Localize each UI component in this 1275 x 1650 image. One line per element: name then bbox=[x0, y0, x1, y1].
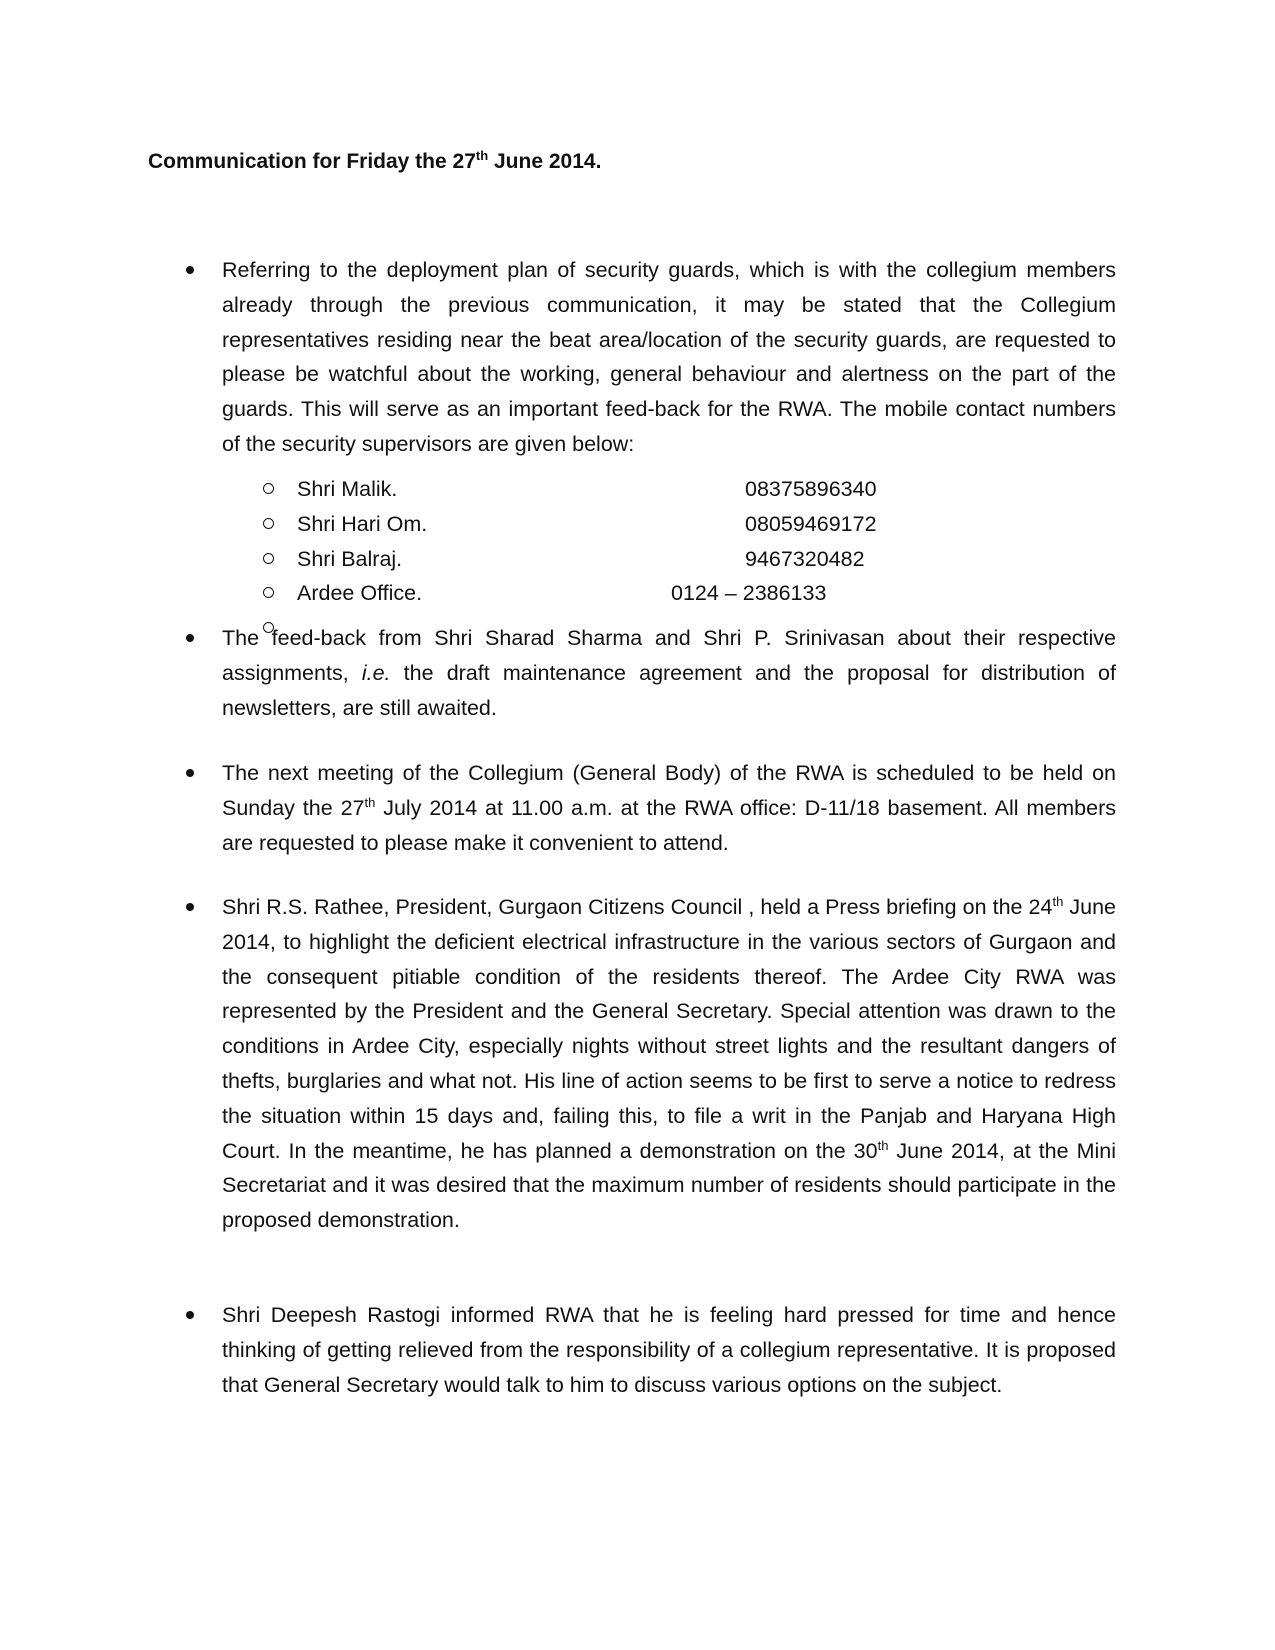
contact-name: Shri Balraj. bbox=[297, 546, 403, 571]
bullet-icon bbox=[186, 903, 194, 911]
bullet-press-briefing bbox=[186, 890, 1116, 1238]
bullet-next-meeting bbox=[186, 756, 1116, 860]
bullet-text: Referring to the deployment plan of security guards, which is with the collegium members already through the previous communication, it may be stated that the Collegium representatives residing near the beat area/location of the security guards, are requested to please be watchful about the working, general behaviour and alertness on the part of the guards. This will serve as an important feed-back for the RWA. The mobile contact numbers of the security supervisors are given below: bbox=[222, 258, 1116, 456]
contact-name: Shri Hari Om. bbox=[297, 511, 428, 536]
superscript: th bbox=[1052, 893, 1064, 909]
bullet-text: Shri Deepesh Rastogi informed RWA that he is feeling hard pressed for time and hence thinking of getting relieved from the responsibility of a collegium representative. It is proposed that General Secretary would talk to him to discuss various options on the subject. bbox=[222, 1303, 1116, 1397]
contact-name: Ardee Office. bbox=[297, 581, 423, 606]
bullet-text-part: June 2014, at the Mini Secretariat and it was desired that the maximum number of residents should participate in the proposed demonstration. bbox=[222, 1138, 1117, 1233]
contact-list bbox=[263, 472, 963, 646]
title-text: Communication for Friday the 27 bbox=[148, 150, 476, 173]
contact-phone: 08375896340 bbox=[745, 477, 877, 501]
bullet-text-part: June 2014, to highlight the deficient electrical infrastructure in the various sectors of Gurgaon and the consequent pitiable condition of the residents thereof. The Ardee City RWA was represented by the President and the General Secretary. Special attention was drawn to the conditions in Ardee City, especially nights without street lights and the resultant dangers of thefts, burglaries and what not. His line of action seems to be first to serve a notice to redress the situation within 15 days and, failing this, to file a writ in the Panjab and Haryana High Court. In the meantime, he has planned a demonstration on the 30 bbox=[222, 895, 1116, 1163]
bullet-text bbox=[222, 890, 1116, 1238]
bullet-icon bbox=[186, 634, 194, 642]
bullet-text-part: The feed-back from Shri Sharad Sharma and Shri P. Srinivasan about their respective assignments, bbox=[222, 626, 1116, 685]
bullet-text bbox=[222, 756, 1116, 860]
contact-item bbox=[263, 542, 963, 577]
bullet-text-part: The next meeting of the Collegium (General Body) of the RWA is scheduled to be held on Sunday the 27 bbox=[222, 761, 1116, 820]
circle-bullet-icon bbox=[263, 553, 274, 564]
title-text-end: June 2014. bbox=[488, 150, 602, 173]
contact-name: Shri Malik. bbox=[297, 477, 398, 501]
bullet-icon bbox=[186, 266, 194, 274]
contact-phone: 9467320482 bbox=[745, 546, 865, 571]
bullet-feedback-awaited bbox=[186, 621, 1116, 725]
bullet-text-part: July 2014 at 11.00 a.m. at the RWA office: D-11/18 basement. All members are requested to please make it convenient to attend. bbox=[222, 795, 1117, 855]
circle-bullet-icon bbox=[263, 587, 274, 598]
contact-item bbox=[263, 576, 963, 611]
title-superscript: th bbox=[475, 148, 489, 163]
contact-phone: 08059469172 bbox=[745, 511, 877, 536]
contact-item bbox=[263, 472, 963, 507]
superscript: th bbox=[364, 794, 376, 810]
circle-bullet-icon bbox=[263, 518, 274, 529]
circle-bullet-icon bbox=[263, 483, 274, 494]
bullet-icon bbox=[186, 1311, 194, 1319]
bullet-icon bbox=[186, 769, 194, 777]
bullet-collegium-representative bbox=[186, 1298, 1116, 1402]
contact-phone: 0124 – 2386133 bbox=[671, 581, 827, 606]
bullet-text-part: the draft maintenance agreement and the proposal for distribution of newsletters, are still awaited. bbox=[222, 660, 1116, 720]
document-title bbox=[148, 150, 601, 174]
bullet-security-guards bbox=[186, 253, 1116, 462]
contact-item bbox=[263, 507, 963, 542]
bullet-text-part: Shri R.S. Rathee, President, Gurgaon Citizens Council , held a Press briefing on the 24 bbox=[222, 895, 1053, 919]
bullet-text-italic: i.e. bbox=[361, 660, 391, 685]
bullet-text bbox=[222, 621, 1116, 725]
superscript: th bbox=[877, 1137, 889, 1153]
